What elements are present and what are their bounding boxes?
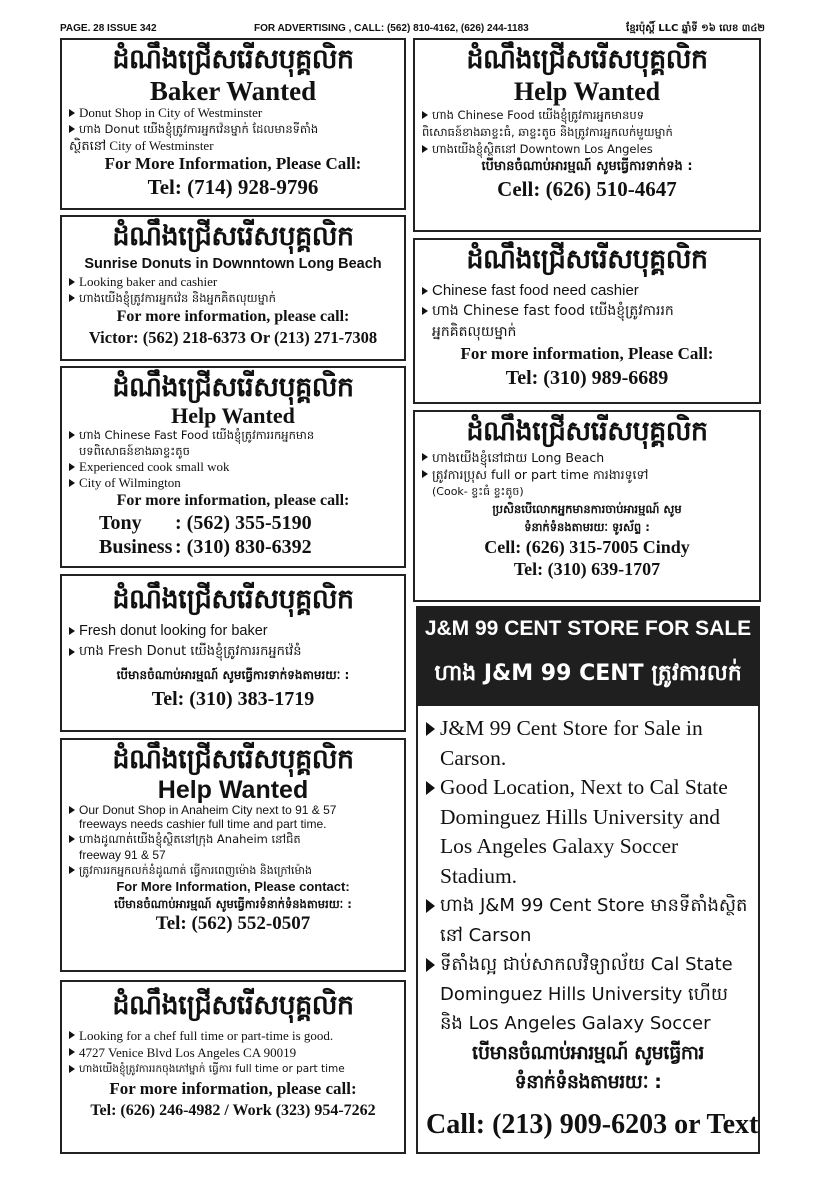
ad-subtitle: Sunrise Donuts in Downntown Long Beach bbox=[84, 256, 382, 272]
ad-line: Experienced cook small wok bbox=[67, 459, 399, 475]
ad-chef-venice-blvd bbox=[60, 980, 406, 1154]
ad-line: Chinese fast food need cashier bbox=[420, 281, 754, 301]
ad-help-wanted-wilmington bbox=[60, 366, 406, 568]
ad-line: Our Donut Shop in Anaheim City next to 91 & 57 bbox=[67, 803, 399, 817]
contact-name: Business bbox=[99, 536, 173, 558]
ad-phone: Tel: (310) 639-1707 bbox=[513, 559, 661, 579]
ad-phone: Victor: (562) 218-6373 Or (213) 271-7308 bbox=[88, 328, 378, 347]
bullet-arrow-icon bbox=[69, 1065, 75, 1073]
ad-line: ហាងយើងខ្ញុំស្ថិតនៅ Downtown Los Angeles bbox=[420, 141, 754, 158]
jm-store-ad-body bbox=[416, 706, 760, 1154]
ad-line: Looking for a chef full time or part-time is good. bbox=[67, 1027, 399, 1044]
contact-name: Tony bbox=[99, 512, 142, 534]
bullet-arrow-icon bbox=[69, 463, 75, 471]
ad-title: ដំណឹងជ្រើសរើសបុគ្គលិក bbox=[466, 44, 708, 75]
ad-baker-westminster bbox=[60, 38, 406, 210]
ad-line: 4727 Venice Blvd Los Angeles CA 90019 bbox=[67, 1044, 399, 1061]
ad-line: អ្នកគិតលុយម្នាក់ bbox=[432, 324, 517, 340]
ad-line: បទពិសោធន៍ខាងឆាខ្ទះតូច bbox=[79, 444, 190, 458]
ad-info: For more information, please call: bbox=[116, 308, 350, 325]
bullet-arrow-icon bbox=[69, 125, 75, 133]
issue-info: ខ្មែរប៉ុស្តិ៍ LLC ឆ្នាំទី ១៦ លេខ ៣៤២ bbox=[626, 22, 765, 34]
ad-phone: Tel: (626) 246-4982 / Work (323) 954-7262 bbox=[90, 1102, 376, 1119]
advertising-contact: FOR ADVERTISING , CALL: (562) 810-4162, (626) 244-1183 bbox=[253, 22, 529, 34]
bullet-arrow-icon bbox=[69, 278, 75, 286]
ad-long-beach-cook bbox=[413, 410, 761, 602]
ad-line: ហាង Chinese fast food យើងខ្ញុំត្រូវការរក bbox=[420, 301, 754, 322]
ad-contact: ប្រសិនបើលោកអ្នកមានការចាប់អារម្មណ៍ សូម bbox=[492, 502, 682, 516]
ad-line: freeway 91 & 57 bbox=[79, 848, 166, 862]
ad-fresh-donut-baker bbox=[60, 574, 406, 732]
ad-line: ហាង Chinese Food យើងខ្ញុំត្រូវការអ្នកមានបទ bbox=[420, 107, 754, 124]
ad-phone: Tel: (562) 552-0507 bbox=[155, 913, 311, 934]
ad-title: ដំណឹងជ្រើសរើសបុគ្គលិក bbox=[112, 584, 354, 615]
bullet-arrow-icon bbox=[426, 958, 435, 972]
jm-line: ហាង J&M 99 Cent Store មានទីតាំងស្ថិតនៅ Carson bbox=[426, 891, 750, 950]
ad-subtitle: Baker Wanted bbox=[149, 76, 317, 106]
bullet-arrow-icon bbox=[422, 111, 428, 119]
bullet-arrow-icon bbox=[69, 109, 75, 117]
ad-line: Looking baker and cashier bbox=[67, 274, 399, 290]
contact-row bbox=[67, 535, 399, 559]
page-header bbox=[60, 20, 765, 36]
ad-help-wanted-anaheim bbox=[60, 738, 406, 972]
ad-info: For more information, please call: bbox=[116, 492, 350, 509]
jm-call: Call: (213) 909-6203 or Text bbox=[426, 1108, 759, 1140]
ad-title: ដំណឹងជ្រើសរើសបុគ្គលិក bbox=[112, 744, 354, 775]
ad-subtitle: Help Wanted bbox=[513, 77, 661, 106]
ad-line: Fresh donut looking for baker bbox=[67, 621, 399, 642]
ad-subtitle: Help Wanted bbox=[171, 403, 295, 428]
ad-title: ដំណឹងជ្រើសរើសបុគ្គលិក bbox=[112, 372, 354, 403]
ad-line: ហាងយើងខ្ញុំត្រូវការរកចុងភៅម្នាក់ ធ្វើការ full time or part time bbox=[67, 1061, 399, 1078]
bullet-arrow-icon bbox=[69, 627, 75, 635]
bullet-arrow-icon bbox=[426, 722, 435, 736]
bullet-arrow-icon bbox=[69, 1031, 75, 1039]
ad-contact: បើមានចំណាប់អារម្មណ៍ សូមធ្វើការទំនាក់ទំនងតាមរយៈ : bbox=[114, 897, 352, 911]
ad-title: ដំណឹងជ្រើសរើសបុគ្គលិក bbox=[466, 244, 708, 275]
ad-line: ហាង Donut យើងខ្ញុំត្រូវការអ្នកវ៉េនម្នាក់ ដែលមានទីតាំង bbox=[67, 121, 399, 138]
bullet-arrow-icon bbox=[69, 294, 75, 302]
ad-info: For More Information, Please Call: bbox=[104, 154, 362, 173]
bullet-arrow-icon bbox=[69, 648, 75, 656]
jm-line: ទីតាំងល្អ ជាប់សាកលវិទ្យាល័យ Cal State Dominguez Hills University ហើយ និង Los Angeles Galaxy Soccer bbox=[426, 950, 750, 1039]
bullet-arrow-icon bbox=[426, 899, 435, 913]
ad-line: ហាងយើងខ្ញុំនៅជាយ Long Beach bbox=[420, 449, 754, 466]
contact-row bbox=[67, 511, 399, 535]
jm-title-english: J&M 99 CENT STORE FOR SALE bbox=[424, 617, 752, 640]
bullet-arrow-icon bbox=[422, 145, 428, 153]
ad-contact: បើមានចំណាប់អារម្មណ៍ សូមធ្វើការទាក់ទងតាមរយៈ : bbox=[116, 668, 350, 682]
jm-title-khmer: ហាង J&M 99 CENT ត្រូវការលក់ bbox=[434, 661, 742, 686]
ad-info: For More Information, Please contact: bbox=[116, 879, 350, 894]
ad-title: ដំណឹងជ្រើសរើសបុគ្គលិក bbox=[112, 990, 354, 1021]
ad-phone: Tel: (310) 989-6689 bbox=[505, 367, 669, 389]
bullet-arrow-icon bbox=[69, 866, 75, 874]
ad-phone: Tel: (310) 383-1719 bbox=[151, 688, 315, 710]
ad-line: ត្រូវការប្រុស full or part time ការងារទូទៅ bbox=[420, 466, 754, 483]
ad-line: ហាង Chinese Fast Food យើងខ្ញុំត្រូវការរកអ្នកមាន bbox=[67, 427, 399, 443]
ad-title: ដំណឹងជ្រើសរើសបុគ្គលិក bbox=[112, 221, 354, 252]
jm-contact: បើមានចំណាប់អារម្មណ៍ សូមធ្វើការ bbox=[472, 1041, 704, 1064]
contact-phone: : (310) 830-6392 bbox=[175, 536, 312, 558]
ad-help-wanted-chinese-food-la bbox=[413, 38, 761, 232]
bullet-arrow-icon bbox=[69, 479, 75, 487]
page-number: PAGE. 28 ISSUE 342 bbox=[60, 22, 157, 34]
ad-line: ហាងដូណាត់យើងខ្ញុំស្ថិតនៅក្រុង Anaheim នៅជិត bbox=[67, 831, 399, 848]
jm-line: Good Location, Next to Cal State Dominguez Hills University and Los Angeles Galaxy Soccer Stadium. bbox=[426, 773, 750, 891]
bullet-arrow-icon bbox=[422, 287, 428, 295]
ad-contact: ទំនាក់ទំនងតាមរយៈ ទូរស័ព្ទ : bbox=[524, 520, 650, 534]
ad-sunrise-donuts-long-beach bbox=[60, 215, 406, 361]
jm-line: J&M 99 Cent Store for Sale in Carson. bbox=[426, 714, 750, 773]
ad-line: ហាងយើងខ្ញុំត្រូវការអ្នកវ៉េន និងអ្នកគិតលុយម្នាក់ bbox=[67, 290, 399, 307]
bullet-arrow-icon bbox=[422, 307, 428, 315]
jm-contact: ទំនាក់ទំនងតាមរយៈ : bbox=[514, 1070, 662, 1093]
ad-line: Donut Shop in City of Westminster bbox=[67, 105, 399, 121]
ad-line: ពិសោធន៍ខាងឆាខ្ទះធំ, ឆាខ្ទះតូច និងត្រូវការអ្នកលក់មួយម្នាក់ bbox=[422, 125, 673, 139]
ad-title: ដំណឹងជ្រើសរើសបុគ្គលិក bbox=[466, 416, 708, 447]
ad-info: For more information, Please Call: bbox=[460, 344, 714, 363]
ad-line: ស្ថិតនៅ City of Westminster bbox=[69, 138, 214, 153]
bullet-arrow-icon bbox=[69, 431, 75, 439]
bullet-arrow-icon bbox=[69, 835, 75, 843]
ad-line: ត្រូវការរកអ្នកលក់នំដូណាត់ ធ្វើការពេញម៉ោង និងក្រៅម៉ោង bbox=[67, 862, 399, 879]
jm-store-banner bbox=[416, 606, 760, 706]
ad-line: freeways needs cashier full time and part time. bbox=[79, 817, 327, 831]
bullet-arrow-icon bbox=[69, 806, 75, 814]
ad-subtitle: Help Wanted bbox=[157, 776, 309, 804]
bullet-arrow-icon bbox=[422, 453, 428, 461]
ad-contact: បើមានចំណាប់អារម្មណ៍ សូមធ្វើការទាក់ទង : bbox=[481, 159, 693, 174]
ad-chinese-fast-food-cashier bbox=[413, 238, 761, 404]
ad-line: ហាង Fresh Donut យើងខ្ញុំត្រូវការរកអ្នកវ៉េនំ bbox=[67, 642, 399, 662]
bullet-arrow-icon bbox=[422, 470, 428, 478]
ad-info: For more information, please call: bbox=[109, 1079, 357, 1098]
ad-title: ដំណឹងជ្រើសរើសបុគ្គលិក bbox=[112, 44, 354, 75]
ad-phone: Cell: (626) 510-4647 bbox=[497, 177, 677, 201]
ad-line: City of Wilmington bbox=[67, 475, 399, 491]
bullet-arrow-icon bbox=[69, 1048, 75, 1056]
ad-phone: Tel: (714) 928-9796 bbox=[147, 175, 319, 199]
ad-line: (Cook- ខ្ទះធំ ខ្ទះតូច) bbox=[432, 485, 524, 498]
ad-phone: Cell: (626) 315-7005 Cindy bbox=[484, 537, 690, 557]
contact-phone: : (562) 355-5190 bbox=[175, 512, 312, 534]
bullet-arrow-icon bbox=[426, 781, 435, 795]
